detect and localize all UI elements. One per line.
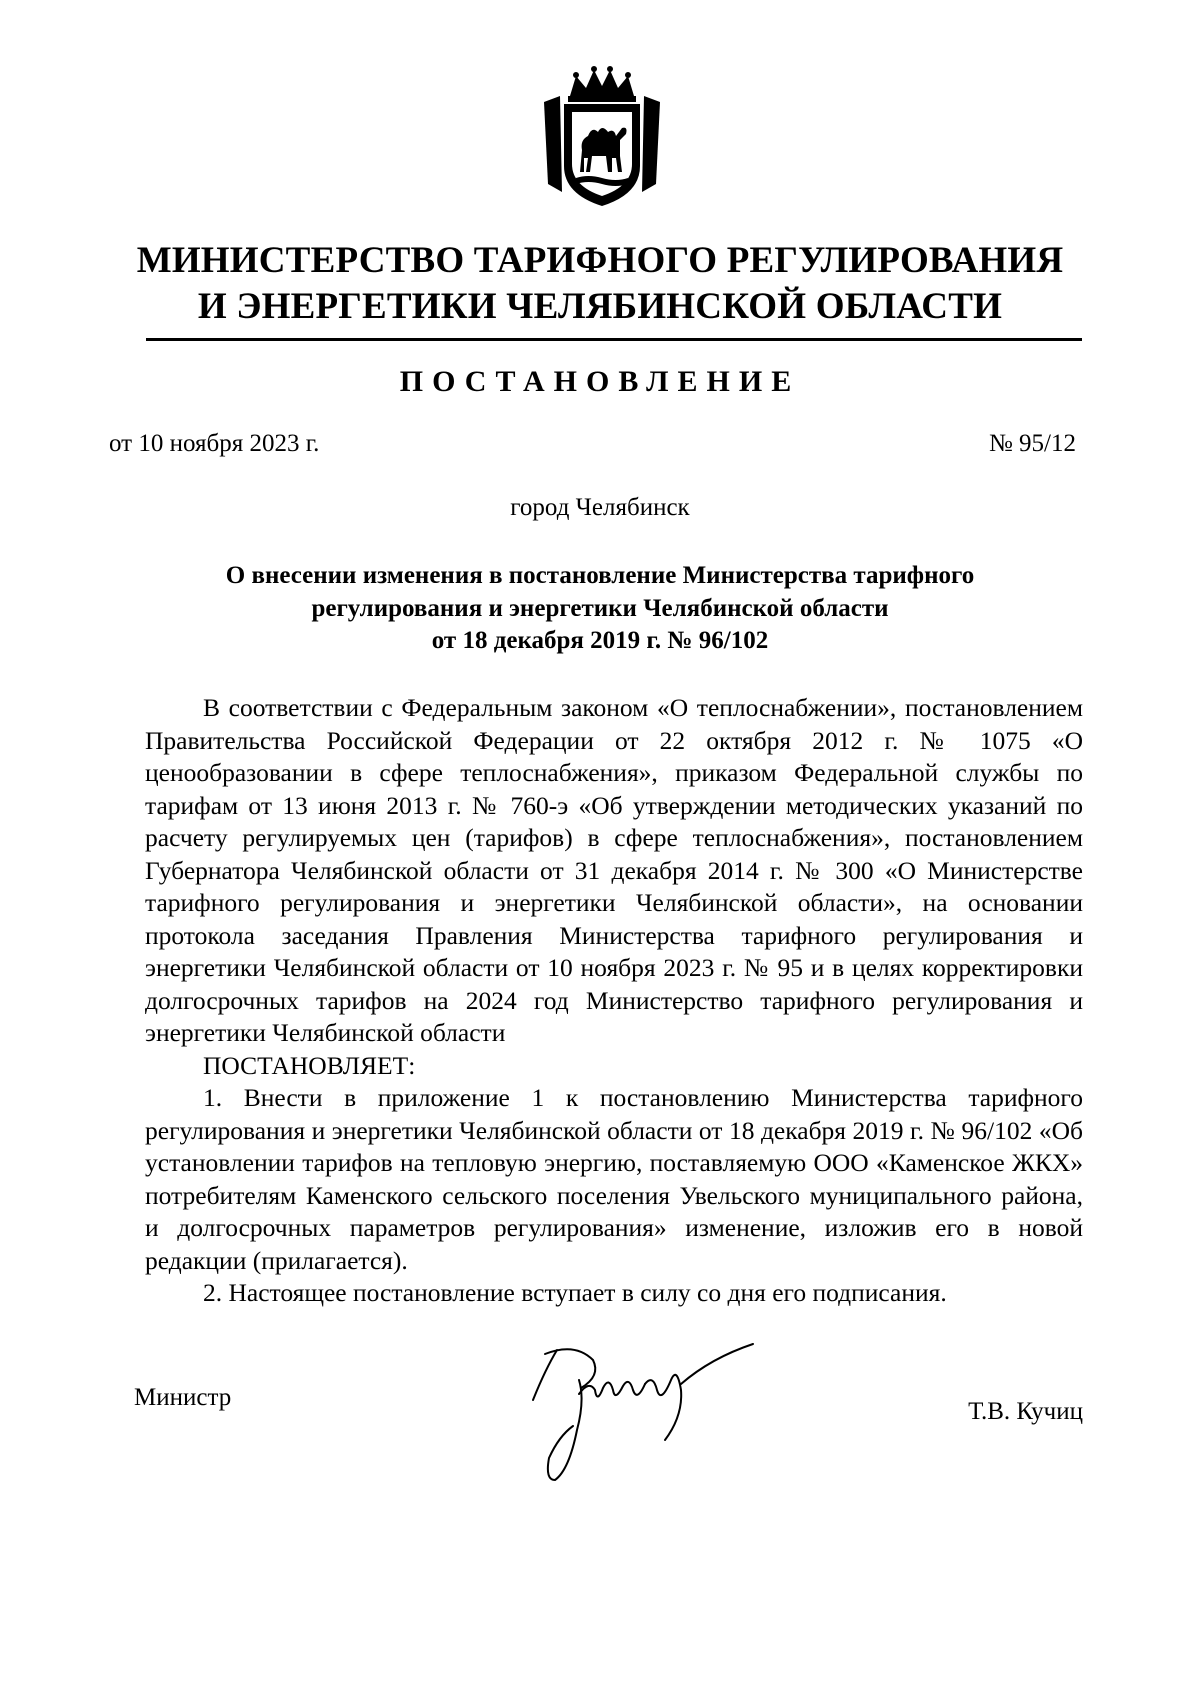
document-body <box>145 692 1083 1310</box>
item-2-paragraph: 2. Настоящее постановление вступает в силу со дня его подписания. <box>203 1278 947 1307</box>
item-1-paragraph: 1. Внести в приложение 1 к постановлению Министерства тарифного регулирования и энергетики Челябинской области от 18 декабря 2019 г. № 96/102 «Об установлении тарифов на тепловую энергию, поставляемую ООО «Каменское ЖКХ» потребителям Каменского сельского поселения Увельского муниципального района, и долгосрочных параметров регулирования» изменение, изложив его в новой редакции (прилагается). <box>145 1083 1083 1275</box>
document-type: ПОСТАНОВЛЕНИЕ <box>399 365 801 398</box>
document-number: № 95/12 <box>988 430 1076 457</box>
subject-line3: от 18 декабря 2019 г. № 96/102 <box>431 627 769 654</box>
preamble-paragraph: В соответствии с Федеральным законом «О теплоснабжении», постановлением Правительства Российской Федерации от 22 октября 2012 г. № 1075 «О ценообразовании в сфере теплоснабжения», приказом Федеральной службы по тарифам от 13 июня 2013 г. № 760-э «Об утверждении методических указаний по расчету регулируемых цен (тарифов) в сфере теплоснабжения», постановлением Губернатора Челябинской области от 31 декабря 2014 г. № 300 «О Министерстве тарифного регулирования и энергетики Челябинской области», на основании протокола заседания Правления Министерства тарифного регулирования и энергетики Челябинской области от 10 ноября 2023 г. № 95 и в целях корректировки долгосрочных тарифов на 2024 год Министерство тарифного регулирования и энергетики Челябинской области <box>145 693 1083 1047</box>
subject-line2: регулирования и энергетики Челябинской области <box>311 594 889 622</box>
header-divider <box>146 338 1082 341</box>
signatory-position: Министр <box>134 1384 232 1411</box>
coat-of-arms-icon <box>540 66 664 208</box>
signatory-name: Т.В. Кучиц <box>968 1398 1083 1425</box>
handwritten-signature <box>515 1340 775 1490</box>
document-subject <box>150 560 1050 658</box>
resolves-paragraph: ПОСТАНОВЛЯЕТ: <box>203 1050 416 1080</box>
document-city: город Челябинск <box>510 494 690 521</box>
subject-line1: О внесении изменения в постановление Министерства тарифного <box>225 562 975 589</box>
ministry-title-line2: И ЭНЕРГЕТИКИ ЧЕЛЯБИНСКОЙ ОБЛАСТИ <box>197 286 1003 327</box>
ministry-title-line1: МИНИСТЕРСТВО ТАРИФНОГО РЕГУЛИРОВАНИЯ <box>136 240 1064 281</box>
ministry-title <box>100 238 1100 330</box>
document-date: от 10 ноября 2023 г. <box>109 430 320 457</box>
